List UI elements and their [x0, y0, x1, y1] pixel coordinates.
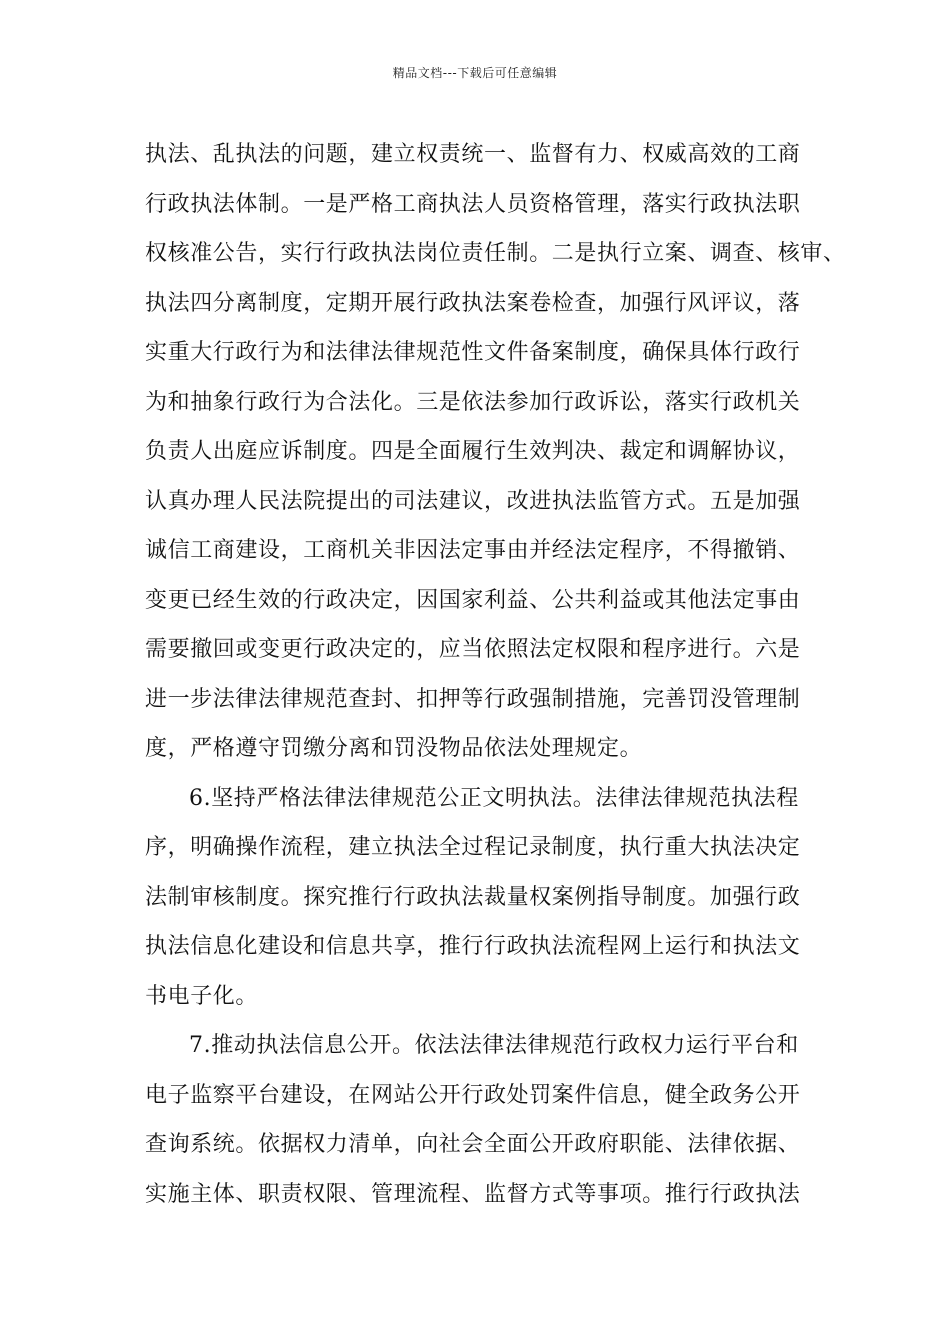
text-line: 法制审核制度。探究推行行政执法裁量权案例指导制度。加强行政 — [145, 884, 801, 910]
page-header: 精品文档---下载后可任意编辑 — [392, 66, 558, 80]
text-line: 行政执法体制。一是严格工商执法人员资格管理，落实行政执法职 — [145, 191, 801, 217]
text-line: 需要撤回或变更行政决定的，应当依照法定权限和程序进行。六是 — [145, 637, 801, 662]
text-line: 电子监察平台建设，在网站公开行政处罚案件信息，健全政务公开 — [145, 1082, 801, 1108]
text-line: 变更已经生效的行政决定，因国家利益、公共利益或其他法定事由 — [145, 587, 801, 613]
text-line: 实重大行政行为和法律法律规范性文件备案制度，确保具体行政行 — [145, 340, 801, 365]
text-line: 为和抽象行政行为合法化。三是依法参加行政诉讼，落实行政机关 — [145, 389, 801, 415]
text-line: 执法信息化建设和信息共享，推行行政执法流程网上运行和执法文 — [145, 934, 801, 959]
text-line: 进一步法律法律规范查封、扣押等行政强制措施，完善罚没管理制 — [145, 686, 801, 712]
text-line: 执法、乱执法的问题，建立权责统一、监督有力、权威高效的工商 — [145, 142, 801, 167]
text-line: 认真办理人民法院提出的司法建议，改进执法监管方式。五是加强 — [145, 488, 801, 514]
text-line: 负责人出庭应诉制度。四是全面履行生效判决、裁定和调解协议， — [145, 439, 801, 464]
body-text — [145, 130, 846, 1219]
text-line: 书电子化。 — [145, 983, 259, 1009]
text-line: 查询系统。依据权力清单，向社会全面公开政府职能、法律依据、 — [145, 1132, 801, 1157]
text-line: 诚信工商建设，工商机关非因法定事由并经法定程序，不得撤销、 — [145, 538, 801, 563]
text-line: 度，严格遵守罚缴分离和罚没物品依法处理规定。 — [145, 736, 643, 761]
paragraph-6-heading-line: 6.坚持严格法律法律规范公正文明执法。法律法律规范执法程 — [189, 785, 799, 811]
text-line: 执法四分离制度，定期开展行政执法案卷检查，加强行风评议，落 — [145, 290, 801, 316]
text-line: 序，明确操作流程，建立执法全过程记录制度，执行重大执法决定 — [145, 835, 801, 860]
text-line: 实施主体、职责权限、管理流程、监督方式等事项。推行行政执法 — [145, 1181, 801, 1207]
paragraph-7-heading-line: 7.推动执法信息公开。依法法律法律规范行政权力运行平台和 — [189, 1033, 799, 1058]
text-line: 权核准公告，实行行政执法岗位责任制。二是执行立案、调查、核审、 — [145, 241, 846, 266]
